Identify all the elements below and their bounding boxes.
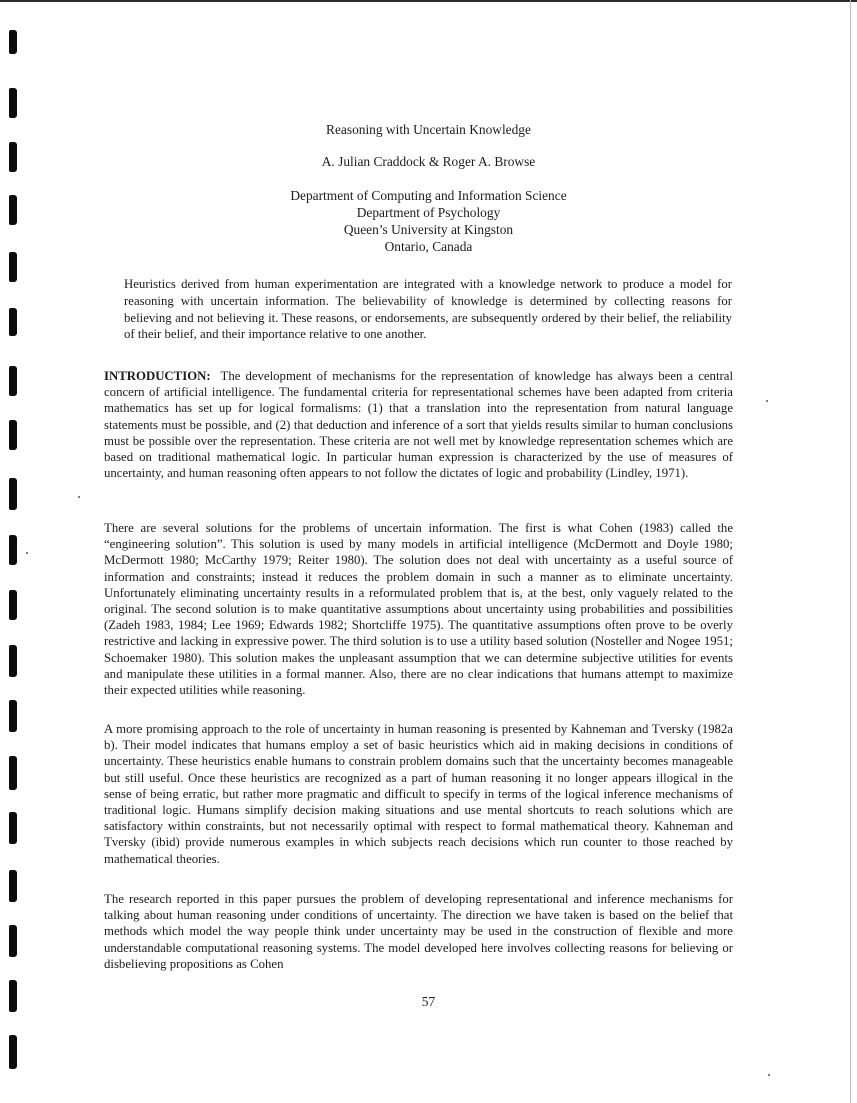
scan-speck xyxy=(26,552,28,554)
paper-title: Reasoning with Uncertain Knowledge xyxy=(326,122,531,137)
scan-speck xyxy=(766,400,768,402)
author-affiliation xyxy=(0,187,857,255)
binder-punch-mark xyxy=(9,420,17,450)
affiliation-line: Ontario, Canada xyxy=(384,239,473,254)
binder-punch-mark xyxy=(9,1035,17,1069)
binder-punch-mark xyxy=(9,756,17,790)
abstract: Heuristics derived from human experimentation are integrated with a knowledge network to produce a model for reasoning with uncertain information. The believability of knowledge is determined by collecting reasons for believing and not believing it. These reasons, or endorsements, are subsequently ordered by their belief, the reliability of their belief, and their importance relative to one another. xyxy=(124,277,732,342)
binder-punch-mark xyxy=(9,30,17,54)
body-paragraph: There are several solutions for the problems of uncertain information. The first is what Cohen (1983) called the “engineering solution”. This solution is used by many models in artificial intelligence (McDermott and Doyle 1980; McDermott 1980; McCarthy 1979; Reiter 1980). The solution does not deal with uncertainty as a useful source of information and constraints; instead it reduces the problem domain in such a manner as to eliminate uncertainty. Unfortunately eliminating uncertainty results in a reformulated problem that is, at the best, only vaguely related to the original. The second solution is to make quantitative assumptions about uncertainty using probabilities and possibilities (Zadeh 1983, 1984; Lee 1969; Edwards 1982; Shortcliffe 1975). The quantitative assumptions often prove to be overly restrictive and lacking in expressive power. The third solution is to use a utility based solution (Nosteller and Nogee 1951; Schoemaker 1980). This solution makes the unpleasant assumption that we can determine subjective utilities for events and manipulate these utilities in a formal manner. Also, there are no clear indications that humans attempt to maximize their expected utilities while reasoning. xyxy=(104,521,733,698)
binder-punch-mark xyxy=(9,535,17,565)
introduction-heading: INTRODUCTION: xyxy=(104,369,211,383)
binder-punch-mark xyxy=(9,870,17,902)
body-paragraph: A more promising approach to the role of uncertainty in human reasoning is presented by Kahneman and Tversky (1982a b). Their model indicates that humans employ a set of basic heuristics which aid in making decisions in conditions of uncertainty. These heuristics enable humans to constrain problem domains such that the uncertainty becomes manageable but still useful. Once these heuristics are recognized as a part of human reasoning it no longer appears illogical in the sense of being erratic, but rather more pragmatic and difficult to specify in terms of the logical inference mechanisms of traditional logic. Humans simplify decision making situations and use mental shortcuts to reach solutions which are satisfactory within constraints, but not necessarily optimal with respect to formal mathematical theory. Kahneman and Tversky (ibid) provide numerous examples in which subjects reach decisions which run counter to those reached by mathematical theories. xyxy=(104,722,733,866)
binder-punch-mark xyxy=(9,366,17,396)
introduction-paragraph xyxy=(104,368,733,481)
binder-punch-mark xyxy=(9,590,17,620)
paragraph-text: The development of mechanisms for the representation of knowledge has always been a central concern of artificial intelligence. The fundamental criteria for representational schemes have been adapted from criteria mathematics has set up for logical formalisms: (1) that a translation into the representation from natural language statements must be possible, and (2) that deduction and inference of a sort that yields results similar to human conclusions must be possible over the representation. These criteria are not well met by knowledge representation schemes which are based on traditional mathematical logic. In particular human expression is characterized by the use of measures of uncertainty, and human reasoning often appears to not follow the dictates of logic and probability (Lindley, 1971). xyxy=(104,369,734,481)
paper-authors: A. Julian Craddock & Roger A. Browse xyxy=(321,154,536,169)
binder-punch-mark xyxy=(9,308,17,336)
binder-punch-mark xyxy=(9,478,17,510)
binder-punch-mark xyxy=(9,88,17,118)
binder-punch-mark xyxy=(9,645,17,677)
binder-punch-mark xyxy=(9,252,17,282)
scan-speck xyxy=(78,496,80,498)
binder-punch-mark xyxy=(9,812,17,844)
affiliation-line: Queen’s University at Kingston xyxy=(343,222,514,237)
body-paragraph: The research reported in this paper pursues the problem of developing representational and inference mechanisms for talking about human reasoning under conditions of uncertainty. The direction we have taken is based on the belief that methods which model the way people think under uncertainty may be used in the construction of flexible and more understandable computational reasoning systems. The model developed here involves collecting reasons for believing or disbelieving propositions as Cohen xyxy=(104,892,733,971)
scan-speck xyxy=(768,1074,770,1076)
page-top-border xyxy=(0,0,857,2)
page-number: 57 xyxy=(421,994,436,1009)
binder-punch-mark xyxy=(9,925,17,957)
binder-punch-mark xyxy=(9,700,17,732)
affiliation-line: Department of Psychology xyxy=(356,205,501,220)
affiliation-line: Department of Computing and Information Science xyxy=(290,188,567,203)
